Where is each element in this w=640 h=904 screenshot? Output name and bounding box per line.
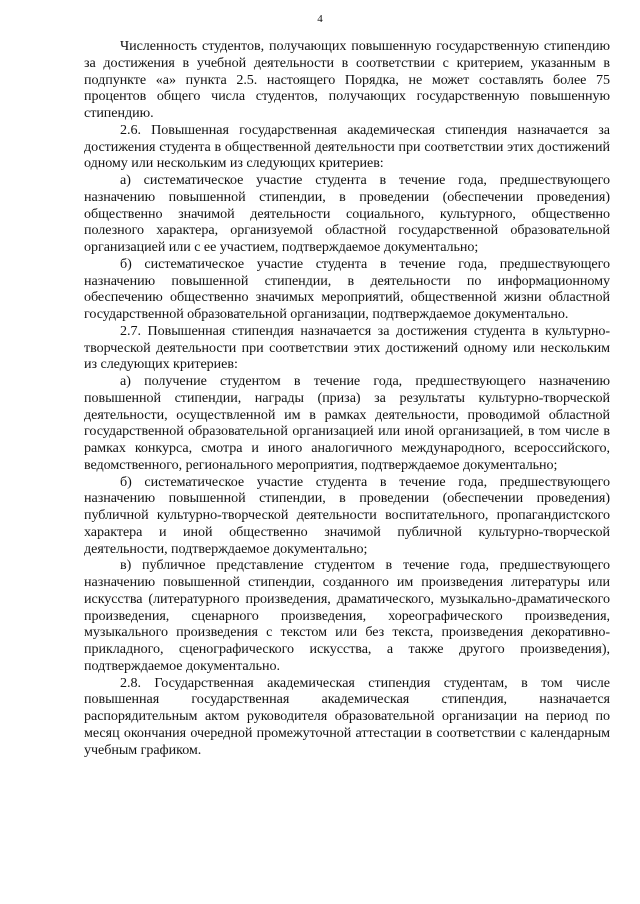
paragraph-2-7-b: б) систематическое участие студента в течение года, предшествующего назначению повышенной стипендии, в проведении (обеспечении проведения) публичной культурно-творческой деятельности воспитательного, пропагандистского характера и иной общественно значимой публичной культурно-творческой деятельности, подтверждаемое документально; (84, 473, 610, 557)
paragraph-2-7-a: а) получение студентом в течение года, предшествующего назначению повышенной стипендии, награды (приза) за результаты культурно-творческой деятельности, осуществленной им в рамках деятельности, проводимой областной государственной образовательной организацией или иной организацией, в том числе в рамках конкурса, смотра и иного аналогичного международного, всероссийского, ведомственного, регионального мероприятия, подтверждаемое документально; (84, 373, 610, 473)
paragraph-scholarship-limit: Численность студентов, получающих повышенную государственную стипендию за достижения в учебной деятельности в соответствии с критерием, указанным в подпункте «а» пункта 2.5. настоящего Порядка, не может составлять более 75 процентов общего числа студентов, получающих государственную повышенную стипендию. (84, 38, 610, 121)
document-body (84, 38, 610, 758)
page-number: 4 (317, 13, 323, 25)
paragraph-2-7-heading: 2.7. Повышенная стипендия назначается за достижения студента в культурно-творческой деятельности при соответствии этих достижений одному или нескольким из следующих критериев: (84, 322, 610, 373)
paragraph-2-7-c: в) публичное представление студентом в течение года, предшествующего назначению повышенной стипендии, созданного им произведения литературы или искусства (литературного произведения, драматического, музыкально-драматического произведения, сценарного произведения, хореографического произведения, музыкального произведения с текстом или без текста, произведения декоративно-прикладного, сценографического искусства, а также другого произведения), подтверждаемое документально. (84, 557, 610, 674)
paragraph-2-6-a: а) систематическое участие студента в течение года, предшествующего назначению повышенной стипендии, в проведении (обеспечении проведения) общественно значимой деятельности социального, культурного, общественно полезного характера, организуемой областной государственной образовательной организацией или с ее участием, подтверждаемое документально; (84, 172, 610, 255)
paragraph-2-6-b: б) систематическое участие студента в течение года, предшествующего назначению повышенной стипендии, в деятельности по информационному обеспечению общественно значимых мероприятий, общественной жизни областной государственной образовательной организации, подтверждаемое документально. (84, 255, 610, 322)
paragraph-2-6-heading: 2.6. Повышенная государственная академическая стипендия назначается за достижения студента в общественной деятельности при соответствии этих достижений одному или нескольким из следующих критериев: (84, 121, 610, 172)
paragraph-2-8: 2.8. Государственная академическая стипендия студентам, в том числе повышенная государственная академическая стипендия, назначается распорядительным актом руководителя образовательной организации на период по месяц окончания очередной промежуточной аттестации в соответствии с календарным учебным графиком. (84, 674, 610, 758)
